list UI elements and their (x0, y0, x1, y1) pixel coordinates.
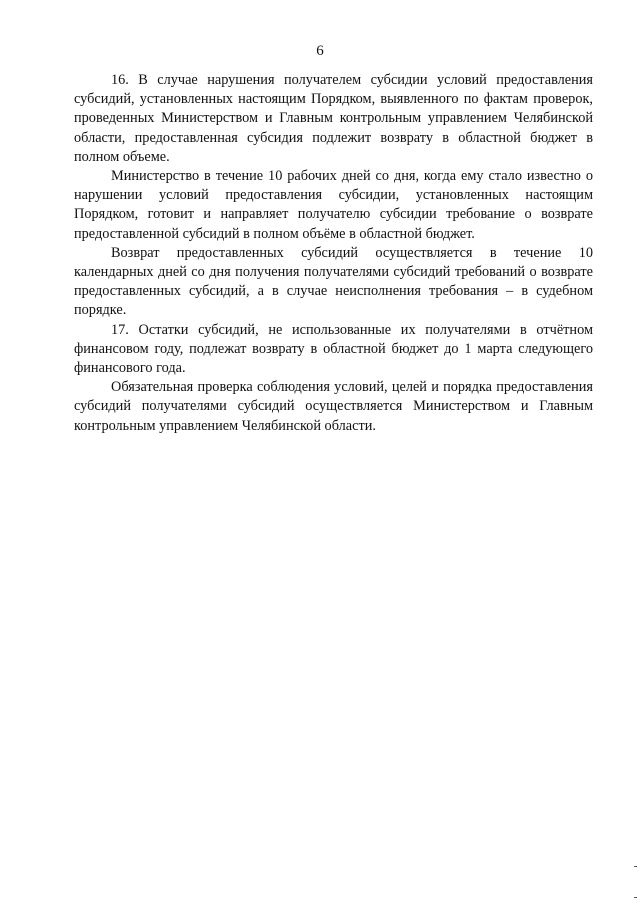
page-number: 6 (316, 43, 324, 59)
paragraph-16-violation-refund: 16. В случае нарушения получателем субсидии условий предоставления субсидий, установленных настоящим Порядком, выявленного по фактам проверок, проведенных Министерством и Главным контрольным управлением Челябинской области, предоставленная субсидия подлежит возврату в областной бюджет в полном объеме. (74, 72, 593, 165)
paragraph-ministry-demand: Министерство в течение 10 рабочих дней со дня, когда ему стало известно о нарушении условий предоставления субсидии, установленных настоящим Порядком, готовит и направляет получателю субсидии требование о возврате предоставленной субсидий в полном объёме в областной бюджет. (74, 168, 593, 242)
document-body (74, 71, 593, 436)
paragraph-refund-deadline: Возврат предоставленных субсидий осуществляется в течение 10 календарных дней со дня получения получателями субсидий требований о возврате предоставленных субсидий, а в случае неисполнения требования – в судебном порядке. (74, 244, 593, 319)
paragraph-17-unused-balances: 17. Остатки субсидий, не использованные их получателями в отчётном финансовом году, подлежат возврату в областной бюджет до 1 марта следующего финансового года. (74, 321, 593, 377)
paragraph-mandatory-inspection: Обязательная проверка соблюдения условий, целей и порядка предоставления субсидий получателями субсидий осуществляется Министерством и Главным контрольным управлением Челябинской области. (74, 379, 593, 434)
scan-edge-mark (634, 897, 637, 898)
scan-edge-mark (634, 866, 637, 867)
